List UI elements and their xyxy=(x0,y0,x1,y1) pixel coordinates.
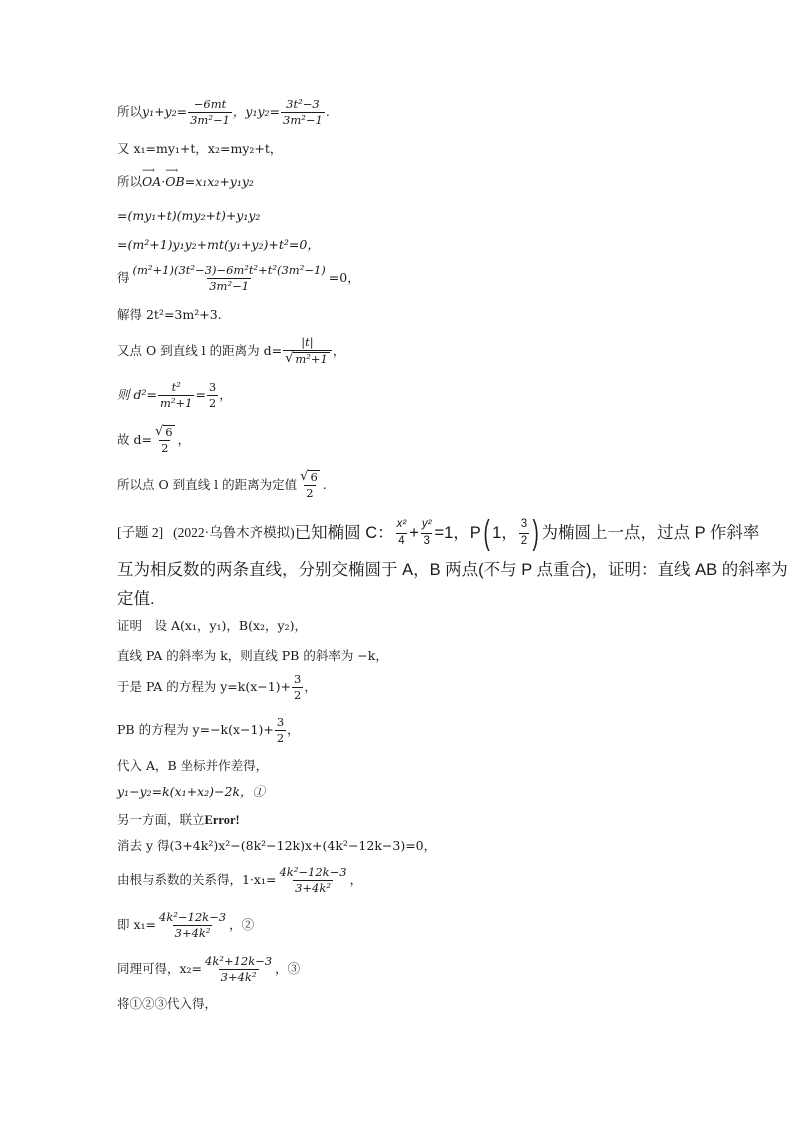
problem-line-2: 互为相反数的两条直线，分别交椭圆于 A，B 两点(不与 P 点重合)，证明：直线 AB 的斜率为 xyxy=(117,561,788,579)
vector-dot-line: 所以 ⟶ OA · ⟶ OB =x₁x₂+y₁y₂ xyxy=(117,166,254,189)
fraction: $\frac{3}{2}$ xyxy=(276,715,285,746)
fraction: $\frac{\text{4k²−12k−3}}{\text{3+4k²}}$ xyxy=(279,865,347,896)
fraction: $\frac{\text{4k²+12k−3}}{\text{3+4k²}}$ xyxy=(205,954,273,985)
fraction: $\frac{-6mt}{\text{3m²−1}}$ xyxy=(190,97,230,128)
fraction: $\frac{\text{3t²−3}}{\text{3m²−1}}$ xyxy=(283,97,323,128)
fraction: √ 6 2 xyxy=(154,424,173,456)
proof-line: 直线 PA 的斜率为 k，则直线 PB 的斜率为 −k， xyxy=(117,648,388,663)
fraction: $\frac{\text{4k²−12k−3}}{\text{3+4k²}}$ xyxy=(159,910,227,941)
equation-line: 则 d²= $\frac{\text{t²}}{\text{m²+1}}$ = $\frac{3}{2}$ ， xyxy=(117,380,232,411)
proof-line: 于是 PA 的方程为 y=k(x−1)+ $\frac{3}{2}$ ， xyxy=(117,672,317,703)
fraction: $\frac{\text{(m²+1)(3t²−3)−6m²t²+t²(3m²−1)}}{\text{3m²−1}}$ xyxy=(132,263,326,294)
proof-line: 同理可得，x₂= $\frac{\text{4k²+12k−3}}{\text{3+4k²}}$ ，③ xyxy=(117,954,301,985)
fraction: $\frac{3}{2}$ xyxy=(520,518,528,547)
proof-line: 证明 设 A(x₁，y₁)，B(x₂，y₂)， xyxy=(117,618,307,633)
proof-line: PB 的方程为 y=−k(x−1)+ $\frac{3}{2}$ ， xyxy=(117,715,300,746)
fraction: $\frac{\text{t²}}{\text{m²+1}}$ xyxy=(159,380,193,411)
equation-line: 得 $\frac{\text{(m²+1)(3t²−3)−6m²t²+t²(3m²−1)}}{\text{3m²−1}}$ =0， xyxy=(117,263,360,294)
proof-line: 代入 A，B 坐标并作差得， xyxy=(117,758,269,773)
proof-line: 由根与系数的关系得，1·x₁= $\frac{\text{4k²−12k−3}}{\text{3+4k²}}$ ， xyxy=(117,865,363,896)
fraction: $\frac{\text{y²}}{3}$ xyxy=(421,518,432,547)
problem-line-3: 定值. xyxy=(117,590,155,608)
equation-line: 故 d= √ 6 2 ， xyxy=(117,424,191,456)
vector-ob: ⟶ OB xyxy=(165,166,185,189)
math-text: y₁+y₂= xyxy=(142,104,188,120)
fraction: $\frac{3}{2}$ xyxy=(294,672,302,703)
text: 所以 xyxy=(117,104,143,120)
text-line: =(m²+1)y₁y₂+mt(y₁+y₂)+t²=0， xyxy=(117,237,320,252)
proof-line: 另一方面，联立 Error! xyxy=(117,812,240,827)
vector-oa: ⟶ OA xyxy=(142,166,162,189)
proof-line: 将①②③代入得， xyxy=(117,996,218,1011)
proof-line: 消去 y 得(3+4k²)x²−(8k²−12k)x+(4k²−12k−3)=0， xyxy=(117,838,437,853)
equation-sum-product: 所以 y₁+y₂= $\frac{-6mt}{\text{3m²−1}}$ ，y₁y₂= $\frac{\text{3t²−3}}{\text{3m²−1}}$ . xyxy=(117,97,330,128)
distance-line: 又点 O 到直线 l 的距离为 d= |t| √ m²+1 ， xyxy=(117,335,346,367)
problem-statement: [子题 2] (2022·乌鲁木齐模拟) 已知椭圆 C： $\frac{\text{x²}}{4}$ + $\frac{\text{y²}}{3}$ =1，P ( 1， $\frac{3}{2}$ ) 为椭圆上一点，过点 P 作斜率 xyxy=(117,514,760,552)
math-text: ，y₁y₂= xyxy=(232,104,281,120)
text-line: =(my₁+t)(my₂+t)+y₁y₂ xyxy=(117,208,261,223)
proof-line: y₁−y₂=k(x₁+x₂)−2k，① xyxy=(117,784,266,799)
problem-tag: [子题 2] xyxy=(117,525,164,541)
proof-line: 即 x₁= $\frac{\text{4k²−12k−3}}{\text{3+4k²}}$ ，② xyxy=(117,910,255,941)
text-line: 解得 2t²=3m²+3. xyxy=(117,307,222,322)
conclusion-line: 所以点 O 到直线 l 的距离为定值 √ 6 2 . xyxy=(117,469,327,501)
fraction: √ 6 2 xyxy=(300,469,318,501)
fraction: $\frac{\text{x²}}{4}$ xyxy=(396,518,407,547)
fraction: $\frac{3}{2}$ xyxy=(208,380,217,411)
fraction: |t| √ m²+1 xyxy=(283,336,332,366)
problem-source: (2022·乌鲁木齐模拟) xyxy=(173,525,295,541)
error-text: Error! xyxy=(204,813,240,827)
text-line: 又 x₁=my₁+t，x₂=my₂+t， xyxy=(117,141,283,156)
